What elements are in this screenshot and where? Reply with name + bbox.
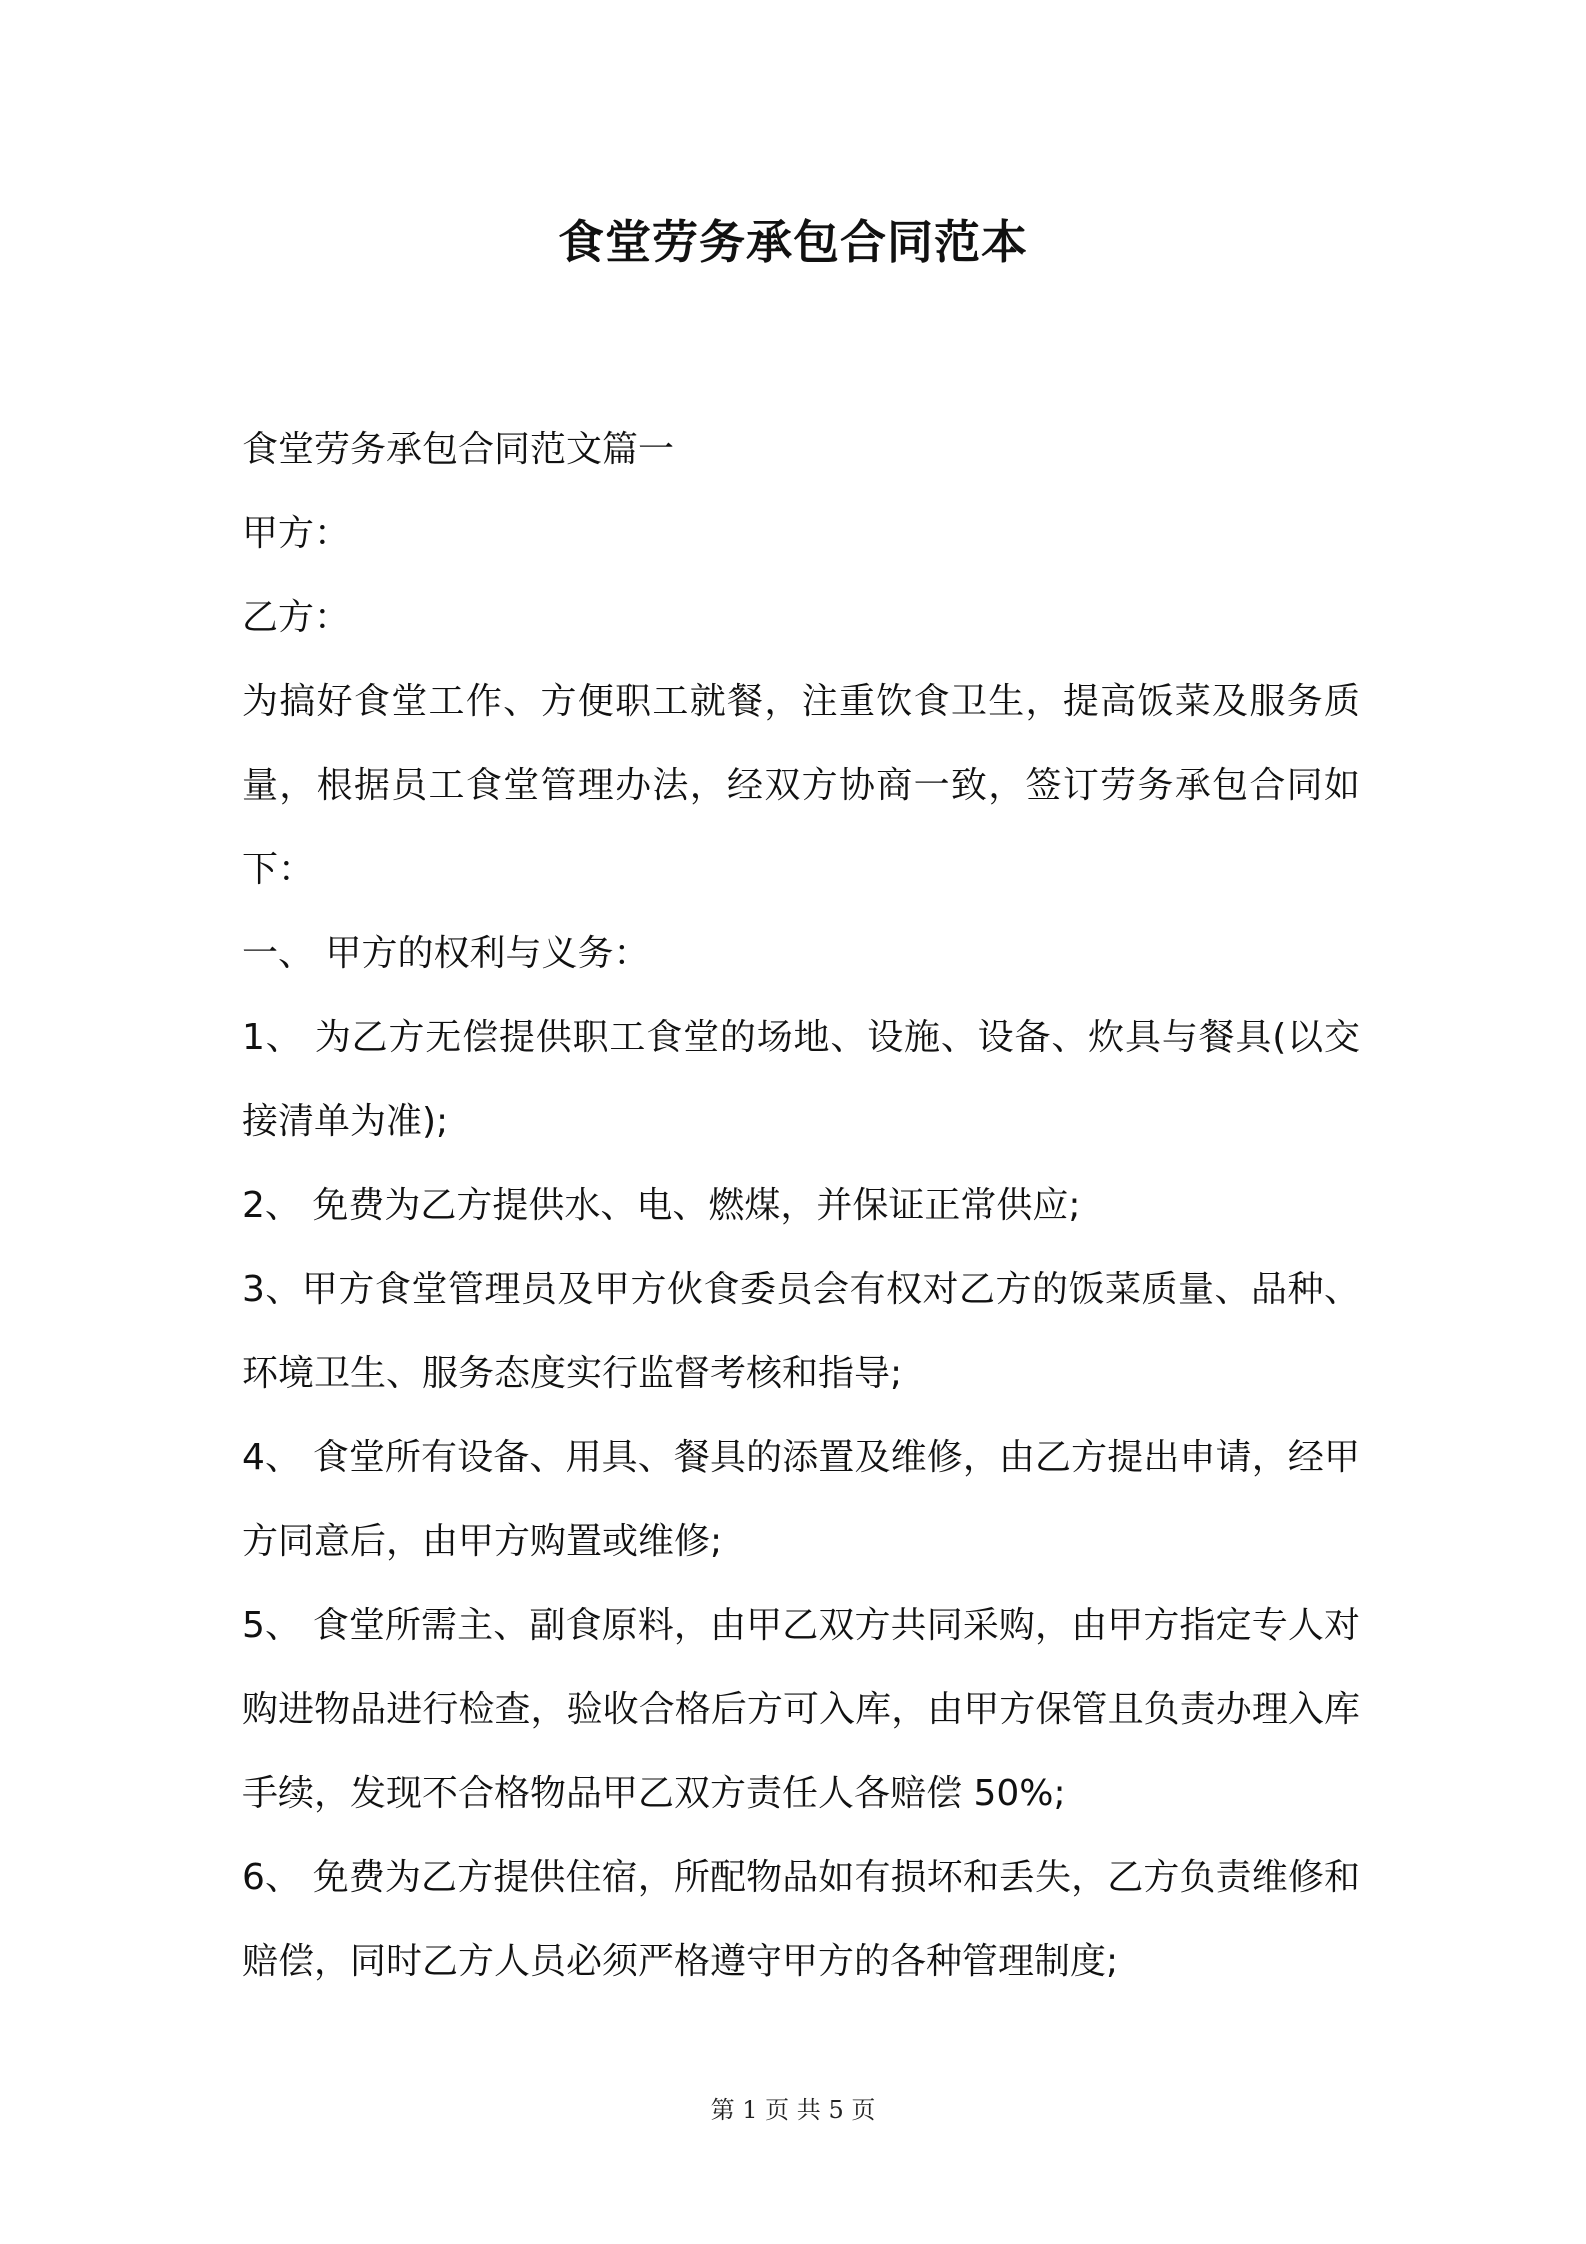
party-b-line: 乙方： (242, 597, 351, 638)
clause-item-6: 6、 免费为乙方提供住宿，所配物品如有损坏和丢失，乙方负责维修和赔偿，同时乙方人员必须严格遵守甲方的各种管理制度; (242, 1857, 1360, 1982)
intro-paragraph: 为搞好食堂工作、方便职工就餐，注重饮食卫生，提高饭菜及服务质量，根据员工食堂管理办法，经双方协商一致，签订劳务承包合同如下： (242, 681, 1360, 890)
clause-item-5: 5、 食堂所需主、副食原料，由甲乙双方共同采购，由甲方指定专人对购进物品进行检查，验收合格后方可入库，由甲方保管且负责办理入库手续，发现不合格物品甲乙双方责任人各赔偿 50%; (242, 1605, 1360, 1814)
clause-item-3: 3、甲方食堂管理员及甲方伙食委员会有权对乙方的饭菜质量、品种、环境卫生、服务态度实行监督考核和指导; (242, 1269, 1360, 1394)
clause-item-2: 2、 免费为乙方提供水、电、燃煤，并保证正常供应; (242, 1185, 1081, 1226)
clause-item-1: 1、 为乙方无偿提供职工食堂的场地、设施、设备、炊具与餐具(以交接清单为准); (242, 1017, 1360, 1142)
document-title: 食堂劳务承包合同范本 (558, 215, 1028, 269)
clause-heading: 一、 甲方的权利与义务： (242, 933, 650, 974)
page-number: 第 1 页 共 5 页 (710, 2096, 876, 2124)
party-a-line: 甲方： (242, 513, 351, 554)
document-body (242, 408, 1360, 2004)
clause-item-4: 4、 食堂所有设备、用具、餐具的添置及维修，由乙方提出申请，经甲方同意后，由甲方购置或维修; (242, 1437, 1360, 1562)
section-heading: 食堂劳务承包合同范文篇一 (242, 429, 675, 470)
